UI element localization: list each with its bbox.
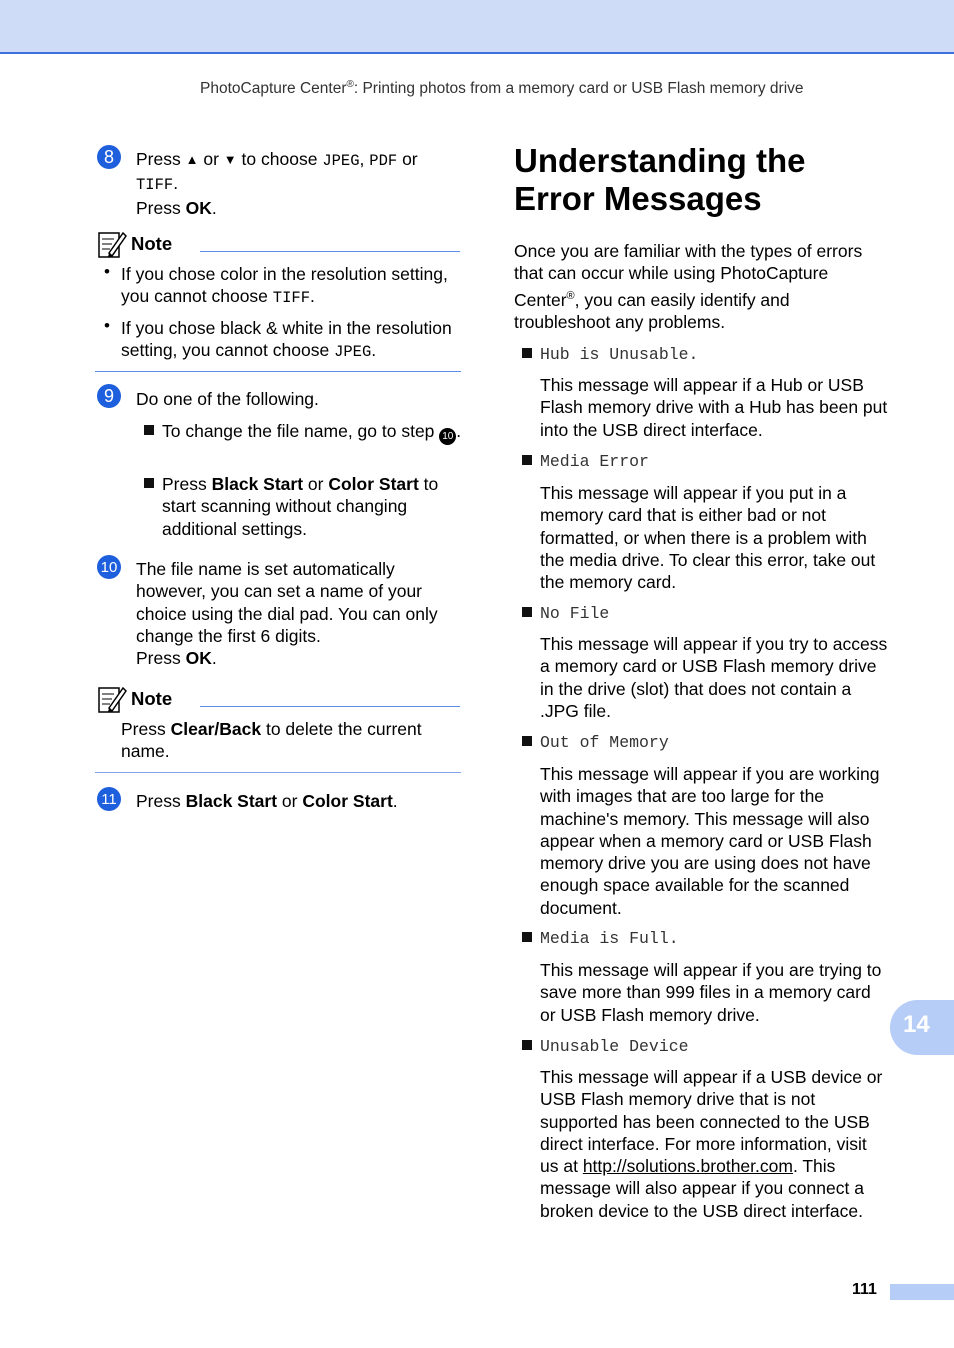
note-top-rule	[200, 706, 460, 707]
chapter-number: 14	[903, 1011, 930, 1038]
page-number-bar	[890, 1284, 954, 1300]
error-code: Media is Full.	[540, 929, 679, 948]
note-title: Note	[131, 233, 173, 254]
bullet-dot: •	[104, 262, 110, 281]
step-ref-badge: 10	[439, 428, 456, 445]
step-11-text: Press Black Start or Color Start.	[136, 791, 398, 811]
square-bullet	[522, 932, 532, 942]
error-description: This message will appear if you are trying to save more than 999 files in a memory card or USB Flash memory drive.	[540, 960, 882, 1025]
square-bullet	[522, 455, 532, 465]
header-band	[0, 0, 954, 54]
section-intro: Once you are familiar with the types of errors that can occur while using PhotoCapture Center®, you can easily identify and troubleshoot any problems.	[514, 241, 863, 332]
square-bullet	[522, 1040, 532, 1050]
note-bottom-rule	[95, 371, 461, 372]
step-9-option-1: To change the file name, go to step 10 .	[162, 420, 462, 445]
square-bullet	[144, 425, 154, 435]
note-top-rule	[200, 251, 460, 252]
error-code: Media Error	[540, 452, 649, 471]
down-arrow-icon: ▼	[223, 152, 237, 167]
step-number-9: 9	[97, 384, 121, 408]
error-description: This message will appear if you try to access a memory card or USB Flash memory drive in the drive (slot) that does not contain a .JPG file.	[540, 634, 888, 721]
square-bullet	[522, 736, 532, 746]
note-1-bullet-2: If you chose black & white in the resolution setting, you cannot choose JPEG.	[121, 318, 452, 362]
note-heading-2	[97, 684, 172, 714]
step-10-text: The file name is set automatically however, you can set a name of your choice using the dial pad. You can only change the first 6 digits. Press OK.	[136, 559, 438, 669]
error-description: This message will appear if a USB device or USB Flash memory drive that is not supported has been connected to the USB direct interface. For more information, visit us at http://solutions.brother.com. This message will also appear if you connect a broken device to the USB direct interface.	[540, 1067, 883, 1221]
note-bottom-rule	[95, 772, 461, 773]
error-code: Out of Memory	[540, 733, 669, 752]
up-arrow-icon: ▲	[185, 152, 199, 167]
square-bullet	[522, 607, 532, 617]
section-title: Understanding the Error Messages	[514, 142, 806, 217]
note-pencil-icon	[97, 684, 127, 714]
note-pencil-icon	[97, 229, 127, 259]
page-number: 111	[852, 1281, 877, 1298]
running-head: PhotoCapture Center®: Printing photos from a memory card or USB Flash memory drive	[200, 79, 804, 98]
error-description: This message will appear if you are working with images that are too large for the machine's memory. This message will also appear when a memory card or USB Flash memory drive you are using does not have enough space available for the scanned document.	[540, 764, 880, 918]
note-1-bullet-1: If you chose color in the resolution setting, you cannot choose TIFF.	[121, 264, 448, 308]
note-heading-1	[97, 229, 172, 259]
error-description: This message will appear if a Hub or USB Flash memory drive with a Hub has been put into the USB direct interface.	[540, 375, 888, 440]
support-link[interactable]: http://solutions.brother.com	[582, 1156, 793, 1177]
step-9-text: Do one of the following.	[136, 389, 319, 409]
bullet-dot: •	[104, 316, 110, 335]
note-title: Note	[131, 688, 173, 709]
error-code: No File	[540, 604, 610, 623]
step-number-11: 11	[97, 787, 121, 811]
square-bullet	[522, 348, 532, 358]
error-description: This message will appear if you put in a memory card that is either bad or not formatted, or when there is a problem with the media drive. To clear this error, take out the memory card.	[540, 483, 876, 593]
step-8-text: Press ▲ or ▼ to choose JPEG, PDF or TIFF. Press OK.	[136, 149, 418, 218]
step-9-option-2: Press Black Start or Color Start to start scanning without changing additional settings.	[162, 474, 439, 539]
error-code: Hub is Unusable.	[540, 345, 699, 364]
step-number-10: 10	[97, 555, 121, 579]
error-code: Unusable Device	[540, 1037, 689, 1056]
step-number-8: 8	[97, 145, 121, 169]
square-bullet	[144, 478, 154, 488]
note-2-text: Press Clear/Back to delete the current name.	[121, 719, 422, 762]
